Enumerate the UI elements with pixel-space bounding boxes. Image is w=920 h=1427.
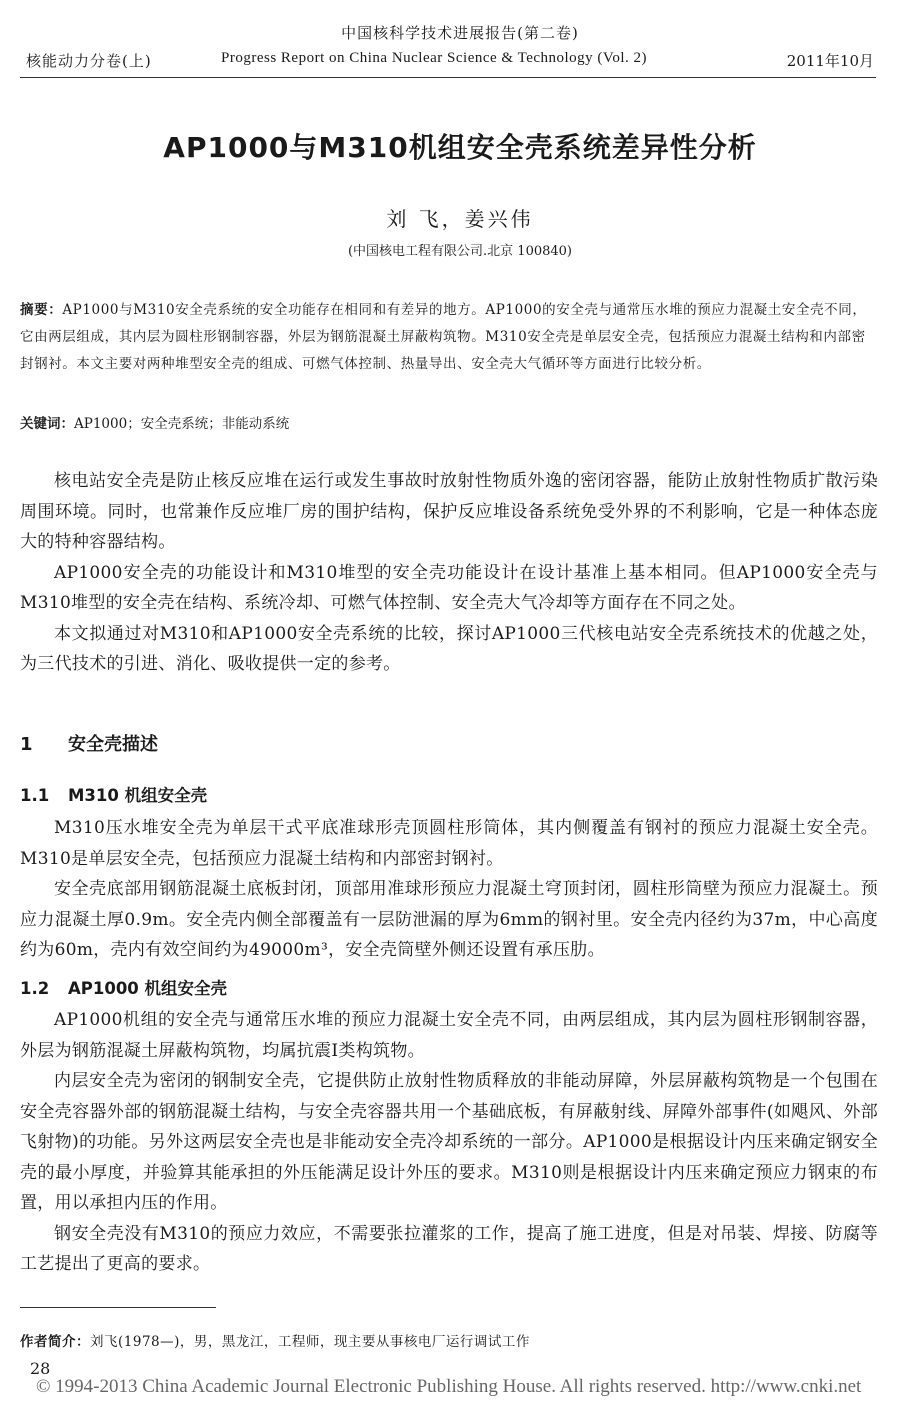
intro-paragraph: 核电站安全壳是防止核反应堆在运行或发生事故时放射性物质外逸的密闭容器，能防止放射性物质扩散污染周围环境。同时，也常兼作反应堆厂房的围护结构，保护反应堆设备系统免受外界的不利影响，它是一种体态庞大的特种容器结构。 xyxy=(20,471,878,552)
section-title: 安全壳描述 xyxy=(68,734,158,755)
body-paragraph: 内层安全壳为密闭的钢制安全壳，它提供防止放射性物质释放的非能动屏障，外层屏蔽构筑物是一个包围在安全壳容器外部的钢筋混凝土结构，与安全壳容器共用一个基础底板，有屏蔽射线、屏障外部事件(如飓风、外部飞射物)的功能。另外这两层安全壳也是非能动安全壳冷却系统的一部分。AP1000是根据设计内压来确定钢安全壳的最小厚度，并验算其能承担的外压能满足设计外压的要求。M310则是根据设计内压来确定预应力钢束的布置，用以承担内压的作用。 xyxy=(20,1071,878,1213)
body-paragraph: AP1000机组的安全壳与通常压水堆的预应力混凝土安全壳不同，由两层组成，其内层为圆柱形钢制容器，外层为钢筋混凝土屏蔽构筑物，均属抗震Ⅰ类构筑物。 xyxy=(20,1010,878,1061)
subsection-title: M310 机组安全壳 xyxy=(68,786,208,805)
running-header-journal: 中国核科学技术进展报告(第二卷) xyxy=(341,24,579,42)
introduction xyxy=(20,466,878,680)
body-paragraph: M310压水堆安全壳为单层干式平底准球形壳顶圆柱形筒体，其内侧覆盖有钢衬的预应力混凝土安全壳。M310是单层安全壳，包括预应力混凝土结构和内部密封钢衬。 xyxy=(20,818,878,869)
subsection-number: 1.1 xyxy=(20,786,50,805)
author-affiliation: (中国核电工程有限公司.北京 100840) xyxy=(347,244,573,259)
intro-paragraph: 本文拟通过对M310和AP1000安全壳系统的比较，探讨AP1000三代核电站安全壳系统技术的优越之处，为三代技术的引进、消化、吸收提供一定的参考。 xyxy=(20,623,878,674)
page-number: 28 xyxy=(30,1359,51,1378)
header-date: 2011年10月 xyxy=(786,52,874,70)
header-journal-en: Progress Report on China Nuclear Science & Technology (Vol. 2) xyxy=(221,50,647,66)
subsection-number: 1.2 xyxy=(20,979,50,998)
paper-authors: 刘 飞，姜兴伟 xyxy=(386,207,534,231)
keywords-text: AP1000；安全壳系统；非能动系统 xyxy=(74,416,290,432)
running-header-row xyxy=(26,50,874,70)
subsection-title: AP1000 机组安全壳 xyxy=(68,979,228,998)
footnote-label: 作者简介： xyxy=(20,1334,90,1350)
section-heading xyxy=(20,730,158,756)
body-paragraph: 钢安全壳没有M310的预应力效应，不需要张拉灌浆的工作，提高了施工进度，但是对吊装、焊接、防腐等工艺提出了更高的要求。 xyxy=(20,1223,878,1274)
copyright-watermark: © 1994-2013 China Academic Journal Electronic Publishing House. All rights reserved. http://www.cnki.net xyxy=(36,1376,862,1397)
subsection-1-1-body xyxy=(20,813,878,966)
intro-paragraph: AP1000安全壳的功能设计和M310堆型的安全壳功能设计在设计基准上基本相同。但AP1000安全壳与M310堆型的安全壳在结构、系统冷却、可燃气体控制、安全壳大气冷却等方面存在不同之处。 xyxy=(20,562,878,613)
paper-title: AP1000与M310机组安全壳系统差异性分析 xyxy=(163,131,757,164)
abstract-text: AP1000与M310安全壳系统的安全功能存在相同和有差异的地方。AP1000的安全壳与通常压水堆的预应力混凝土安全壳不同，它由两层组成，其内层为圆柱形钢制容器，外层为钢筋混凝土屏蔽构筑物。M310安全壳是单层安全壳，包括预应力混凝土结构和内部密封钢衬。本文主要对两种堆型安全壳的组成、可燃气体控制、热量导出、安全壳大气循环等方面进行比较分析。 xyxy=(20,302,867,372)
abstract-label: 摘要： xyxy=(20,302,63,318)
keywords-label: 关键词： xyxy=(20,416,74,432)
header-volume: 核能动力分卷(上) xyxy=(26,52,152,70)
footnote-text: 刘飞(1978—)，男，黑龙江，工程师，现主要从事核电厂运行调试工作 xyxy=(90,1334,530,1350)
author-footnote xyxy=(20,1330,530,1350)
header-rule xyxy=(20,77,876,78)
keywords xyxy=(20,414,878,434)
abstract xyxy=(20,297,878,378)
subsection-heading xyxy=(20,975,227,999)
body-paragraph: 安全壳底部用钢筋混凝土底板封闭，顶部用准球形预应力混凝土穹顶封闭，圆柱形筒壁为预应力混凝土。预应力混凝土厚0.9m。安全壳内侧全部覆盖有一层防泄漏的厚为6mm的钢衬里。安全壳内径约为37m，中心高度约为60m，壳内有效空间约为49000m³，安全壳筒壁外侧还设置有承压肋。 xyxy=(20,879,878,960)
footnote-rule xyxy=(20,1307,216,1308)
subsection-heading xyxy=(20,782,207,806)
section-number: 1 xyxy=(20,734,33,755)
subsection-1-2-body xyxy=(20,1005,878,1280)
